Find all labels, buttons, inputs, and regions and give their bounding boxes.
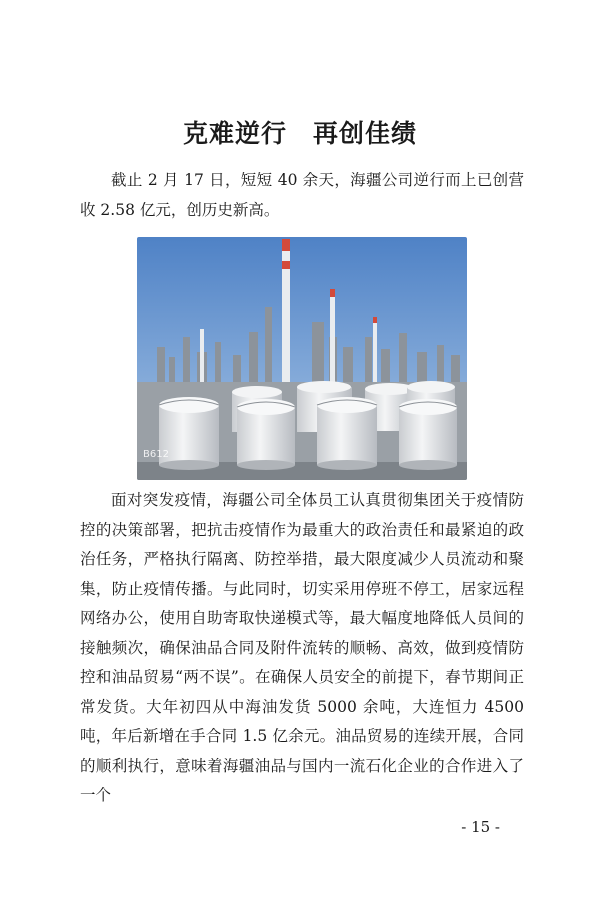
refinery-photo	[137, 237, 467, 480]
page-title: 克难逆行 再创佳绩	[182, 119, 417, 148]
paragraph-intro: 截止 2 月 17 日，短短 40 余天，海疆公司逆行而上已创营收 2.58 亿元，创历史新高。	[80, 171, 524, 219]
page-number: - 15 -	[461, 818, 500, 836]
paragraph-body: 面对突发疫情，海疆公司全体员工认真贯彻集团关于疫情防控的决策部署，把抗击疫情作为最重大的政治责任和最紧迫的政治任务，严格执行隔离、防控举措，最大限度减少人员流动和聚集，防止疫情传播。与此同时，切实采用停班不停工，居家远程网络办公，使用自助寄取快递模式等，最大幅度地降低人员间的接触频次，确保油品合同及附件流转的顺畅、高效，做到疫情防控和油品贸易“两不误”。在确保人员安全的前提下，春节期间正常发货。大年初四从中海油发货 5000 余吨，大连恒力 4500 吨，年后新增在手合同 1.5 亿余元。油品贸易的连续开展，合同的顺利执行，意味着海疆油品与国内一流石化企业的合作进入了一个	[80, 491, 524, 804]
tank-number-label: B612	[143, 449, 169, 460]
